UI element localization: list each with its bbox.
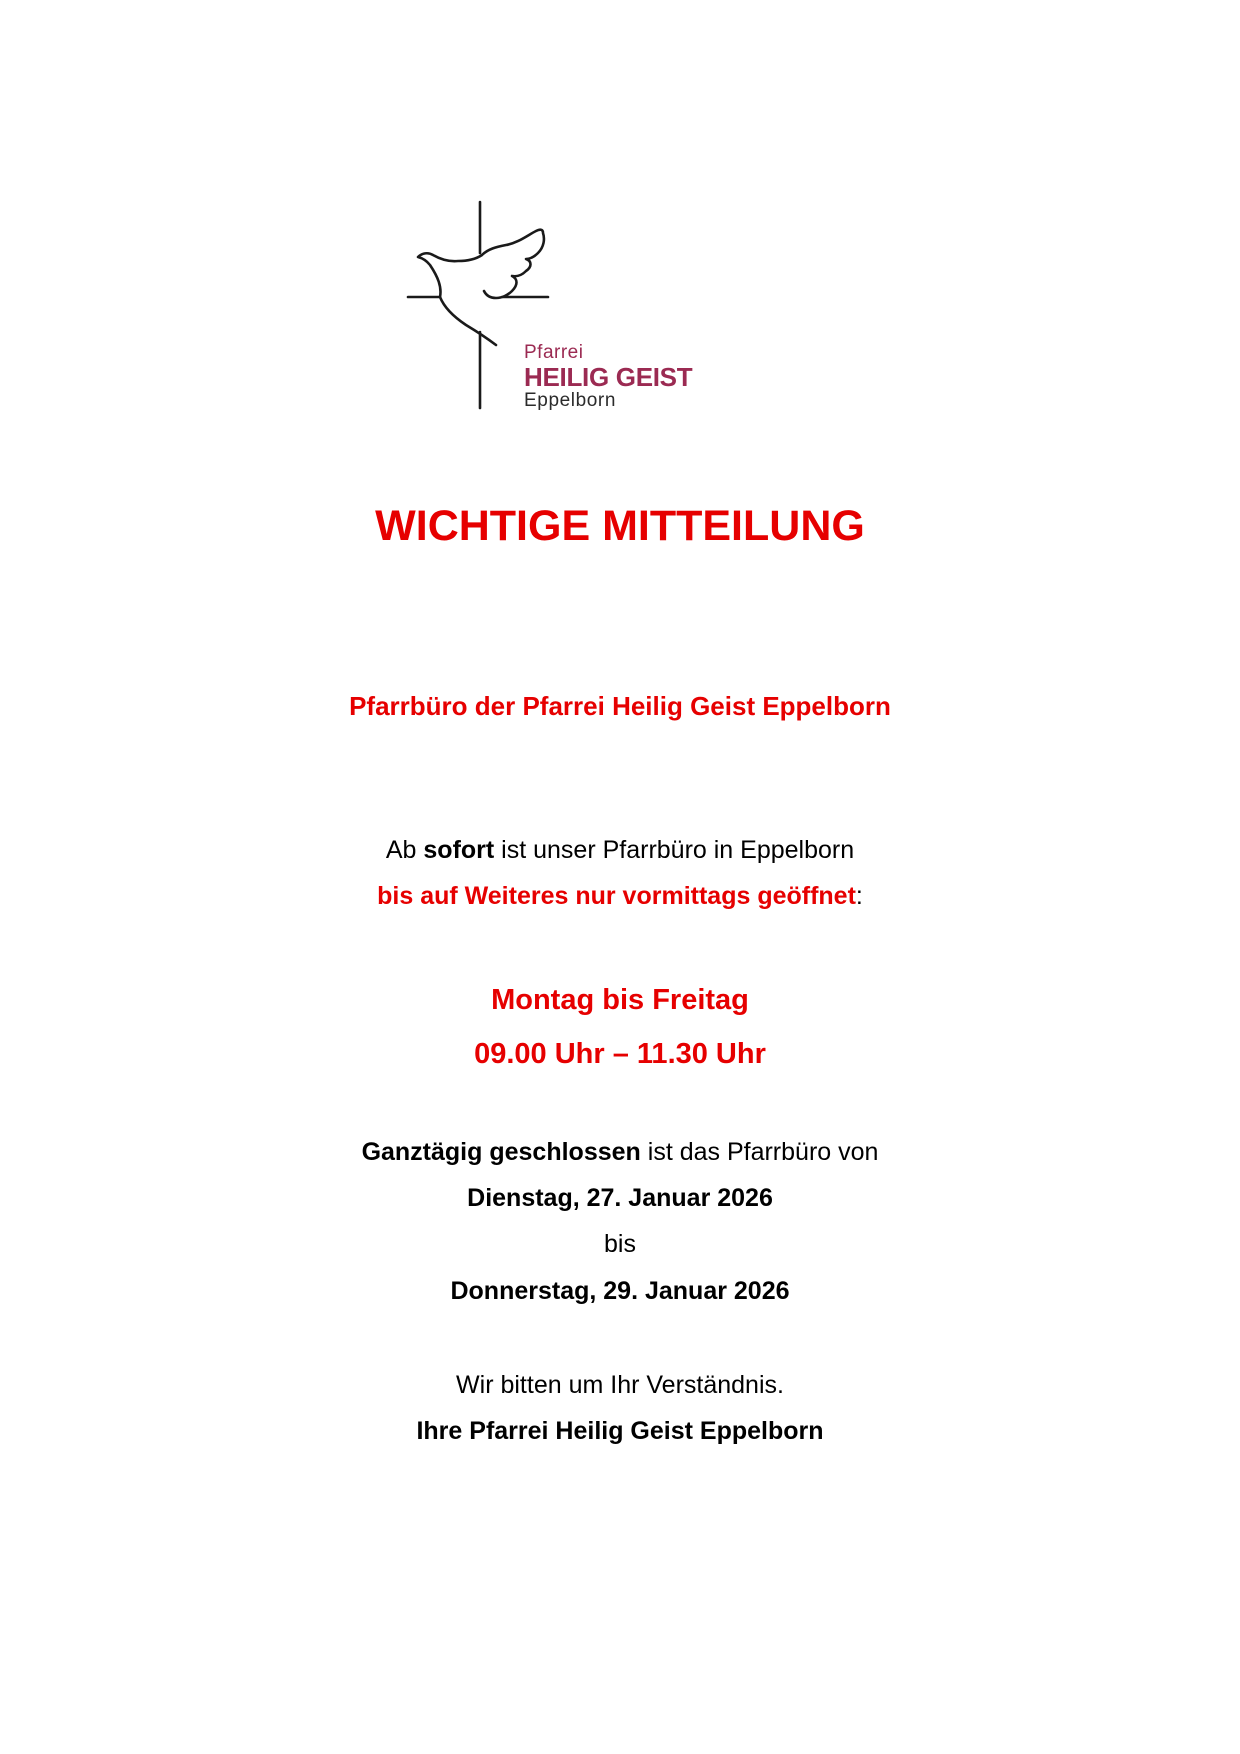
- closure-from-date: Dienstag, 27. Januar 2026: [467, 1184, 773, 1212]
- closure-to-date: Donnerstag, 29. Januar 2026: [450, 1277, 790, 1305]
- restriction-colon: :: [855, 882, 863, 910]
- opening-days: Montag bis Freitag: [491, 984, 749, 1016]
- logo-line-eppelborn: Eppelborn: [524, 390, 617, 411]
- restriction-text: bis auf Weiteres nur vormittags geöffnet: [377, 882, 856, 910]
- parish-logo: [400, 195, 700, 420]
- opening-hours: 09.00 Uhr – 11.30 Uhr: [474, 1038, 766, 1070]
- notice-title: WICHTIGE MITTEILUNG: [375, 502, 865, 550]
- closure-lead-bold: Ganztägig geschlossen: [361, 1138, 641, 1166]
- closure-lead-rest: ist das Pfarrbüro von: [640, 1138, 879, 1166]
- intro-part1: Ab: [385, 836, 424, 864]
- notice-subtitle: Pfarrbüro der Pfarrei Heilig Geist Eppelborn: [349, 691, 891, 721]
- intro-line: [0, 838, 1240, 863]
- restriction-line: [0, 884, 1240, 909]
- logo-line-pfarrei: Pfarrei: [524, 342, 584, 363]
- closure-until-word: bis: [604, 1230, 636, 1258]
- logo-line-heilig-geist: HEILIG GEIST: [524, 362, 693, 392]
- intro-emphasis: sofort: [423, 836, 495, 864]
- closing-line: Wir bitten um Ihr Verständnis.: [456, 1371, 784, 1399]
- logo-wordmark: [524, 343, 692, 412]
- closure-lead: [0, 1140, 1240, 1165]
- signature: Ihre Pfarrei Heilig Geist Eppelborn: [416, 1417, 824, 1445]
- intro-part3: ist unser Pfarrbüro in Eppelborn: [494, 836, 855, 864]
